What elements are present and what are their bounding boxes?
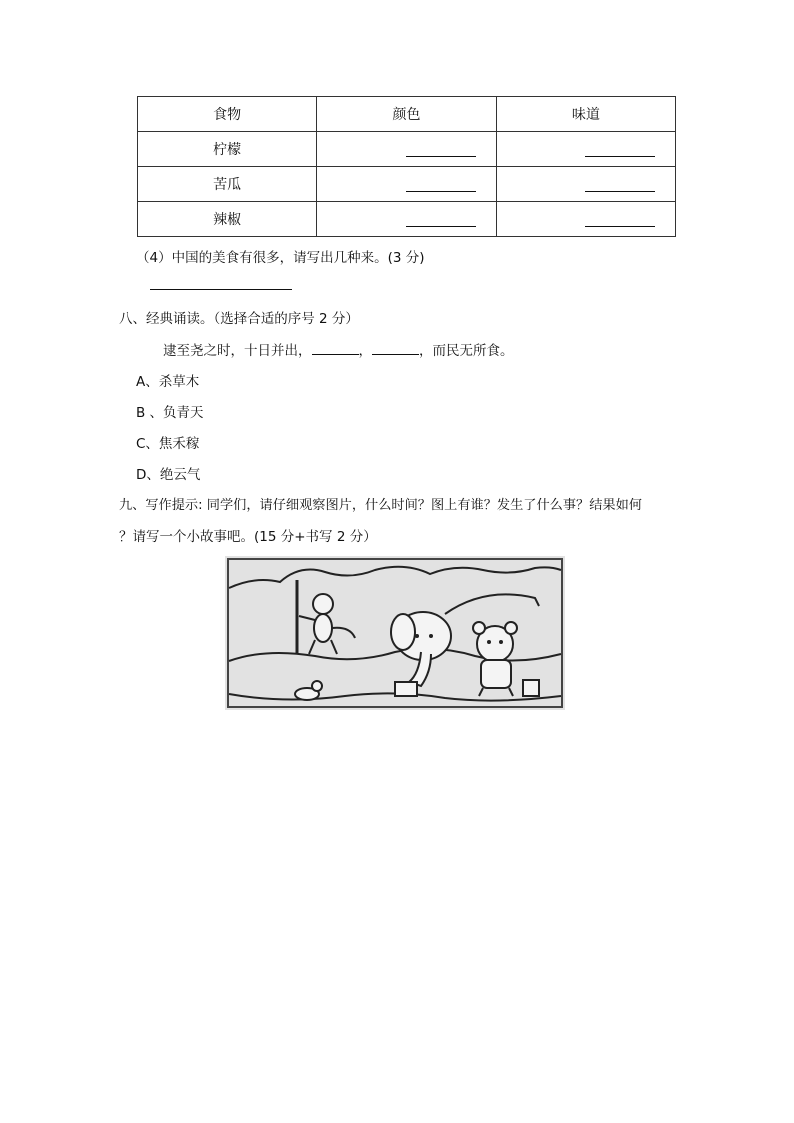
color-answer-cell[interactable] (317, 167, 496, 202)
food-name: 柠檬 (138, 132, 317, 167)
taste-answer-cell[interactable] (496, 132, 675, 167)
answer-blank[interactable] (585, 212, 655, 227)
answer-blank[interactable] (406, 212, 476, 227)
answer-blank[interactable] (406, 177, 476, 192)
table-row (138, 202, 676, 237)
passage-blank-1[interactable] (312, 341, 359, 355)
food-name: 苦瓜 (138, 167, 317, 202)
food-table (137, 96, 676, 237)
table-row (138, 132, 676, 167)
option-d: D、绝云气 (136, 467, 201, 483)
story-illustration (225, 556, 565, 710)
table-row (138, 167, 676, 202)
passage-start: 逮至尧之时，十日并出， (163, 343, 312, 359)
section-9-line-2: ？请写一个小故事吧。(15 分+书写 2 分） (119, 529, 377, 545)
color-answer-cell[interactable] (317, 202, 496, 237)
header-food: 食物 (138, 97, 317, 132)
answer-blank[interactable] (406, 142, 476, 157)
taste-answer-cell[interactable] (496, 202, 675, 237)
question-4: （4）中国的美食有很多，请写出几种来。(3 分) (136, 250, 425, 266)
passage-end: ，而民无所食。 (419, 343, 514, 359)
answer-blank[interactable] (585, 142, 655, 157)
illustration-drawing (225, 556, 565, 710)
table-header-row (138, 97, 676, 132)
option-c: C、焦禾稼 (136, 436, 200, 452)
section-8-title: 八、经典诵读。（选择合适的序号 2 分） (119, 311, 359, 327)
color-answer-cell[interactable] (317, 132, 496, 167)
passage-blank-2[interactable] (372, 341, 419, 355)
option-a: A、杀草木 (136, 374, 200, 390)
q4-answer-line[interactable] (150, 289, 292, 290)
classic-passage (163, 339, 514, 359)
header-color: 颜色 (317, 97, 496, 132)
food-name: 辣椒 (138, 202, 317, 237)
answer-blank[interactable] (585, 177, 655, 192)
section-9-line-1: 九、写作提示: 同学们，请仔细观察图片，什么时间？图上有谁？发生了什么事？结果如何 (119, 498, 642, 513)
header-taste: 味道 (496, 97, 675, 132)
passage-sep: ， (358, 343, 372, 359)
option-b: B 、负青天 (136, 405, 204, 421)
taste-answer-cell[interactable] (496, 167, 675, 202)
